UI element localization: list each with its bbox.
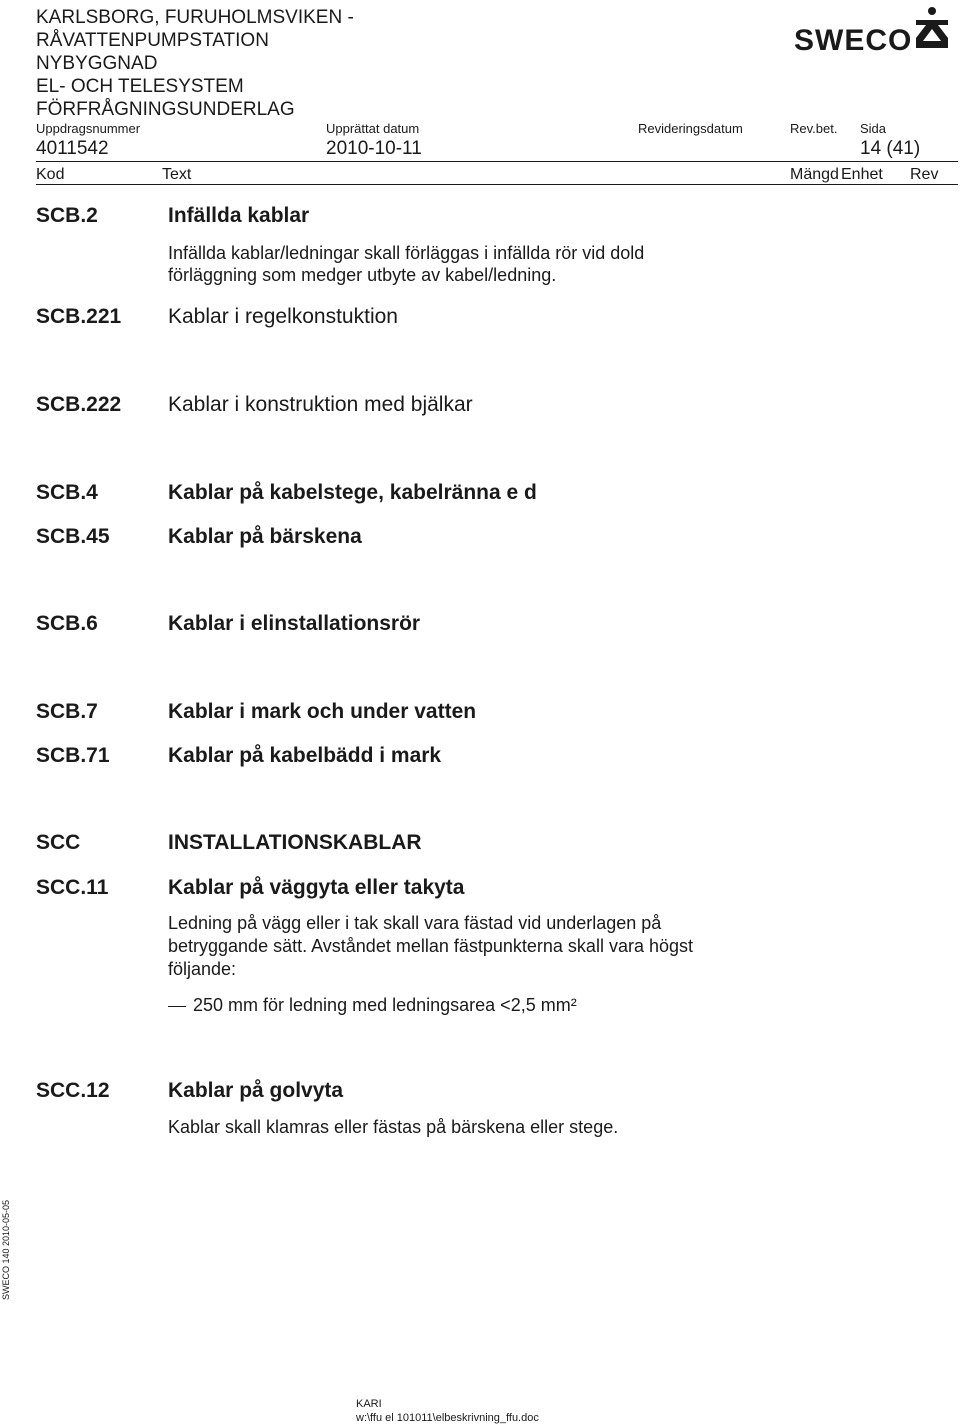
value-upprattat-datum: 2010-10-11 xyxy=(326,138,422,159)
heading-scb-4: Kablar på kabelstege, kabelränna e d xyxy=(168,481,537,504)
paragraph-scb-2-line-1: Infällda kablar/ledningar skall förläggas i infällda rör vid dold xyxy=(168,243,645,263)
code-scb-4: SCB.4 xyxy=(36,481,98,504)
label-sida: Sida xyxy=(860,121,887,136)
bullet-dash xyxy=(168,1006,186,1007)
sweco-logo-text: SWECO xyxy=(794,24,913,57)
project-title-line-4: EL- OCH TELESYSTEM xyxy=(36,76,244,97)
label-upprattat-datum: Upprättat datum xyxy=(326,121,420,136)
paragraph-scc-11-line-3: följande: xyxy=(168,959,237,979)
heading-scc: INSTALLATIONSKABLAR xyxy=(168,831,422,854)
code-scb-45: SCB.45 xyxy=(36,525,110,548)
column-mangd: Mängd xyxy=(790,166,839,183)
heading-scb-45: Kablar på bärskena xyxy=(168,525,362,548)
code-scc-12: SCC.12 xyxy=(36,1079,110,1102)
heading-scb-7: Kablar i mark och under vatten xyxy=(168,700,477,723)
paragraph-scc-11-line-2: betryggande sätt. Avståndet mellan fästpunkterna skall vara högst xyxy=(168,936,693,956)
project-title-line-5: FÖRFRÅGNINGSUNDERLAG xyxy=(36,99,295,120)
side-note: SWECO 140 2010-05-05 xyxy=(1,1199,11,1300)
heading-scb-2: Infällda kablar xyxy=(168,204,310,227)
column-rev: Rev xyxy=(910,166,939,183)
header-rule-bottom xyxy=(36,184,958,185)
column-enhet: Enhet xyxy=(841,166,883,183)
label-revideringsdatum: Revideringsdatum xyxy=(638,121,743,136)
sweco-logo xyxy=(794,6,954,56)
heading-scc-11: Kablar på väggyta eller takyta xyxy=(168,876,465,899)
heading-scc-12: Kablar på golvyta xyxy=(168,1079,344,1102)
label-uppdragsnummer: Uppdragsnummer xyxy=(36,121,141,136)
project-title-line-3: NYBYGGNAD xyxy=(36,53,158,74)
heading-scb-71: Kablar på kabelbädd i mark xyxy=(168,744,442,767)
code-scb-71: SCB.71 xyxy=(36,744,110,767)
paragraph-scb-2-line-2: förläggning som medger utbyte av kabel/ledning. xyxy=(168,265,557,285)
code-scc-11: SCC.11 xyxy=(36,876,109,899)
code-scb-222: SCB.222 xyxy=(36,393,122,416)
column-kod: Kod xyxy=(36,166,65,183)
code-scb-6: SCB.6 xyxy=(36,612,98,635)
code-scb-2: SCB.2 xyxy=(36,204,98,227)
label-rev-bet: Rev.bet. xyxy=(790,121,838,136)
header-rule-top xyxy=(36,161,958,162)
paragraph-scc-12-line-1: Kablar skall klamras eller fästas på bärskena eller stege. xyxy=(168,1117,619,1137)
paragraph-scc-11-line-1: Ledning på vägg eller i tak skall vara fästad vid underlagen på xyxy=(168,913,662,933)
heading-scb-221: Kablar i regelkonstuktion xyxy=(168,305,398,328)
value-sida: 14 (41) xyxy=(860,138,921,159)
sweco-logo-icon xyxy=(912,6,952,52)
code-scc: SCC xyxy=(36,831,81,854)
heading-scb-222: Kablar i konstruktion med bjälkar xyxy=(168,393,473,416)
project-title-line-1: KARLSBORG, FURUHOLMSVIKEN - xyxy=(36,7,354,28)
footer-author: KARI xyxy=(356,1398,382,1410)
code-scb-221: SCB.221 xyxy=(36,305,122,328)
value-uppdragsnummer: 4011542 xyxy=(36,138,109,159)
heading-scb-6: Kablar i elinstallationsrör xyxy=(168,612,421,635)
column-text: Text xyxy=(162,166,192,183)
footer-path: w:\ffu el 101011\elbeskrivning_ffu.doc xyxy=(356,1412,539,1424)
project-title-line-2: RÅVATTENPUMPSTATION xyxy=(36,30,269,51)
bullet-item: 250 mm för ledning med ledningsarea <2,5 mm² xyxy=(193,995,577,1015)
code-scb-7: SCB.7 xyxy=(36,700,98,723)
